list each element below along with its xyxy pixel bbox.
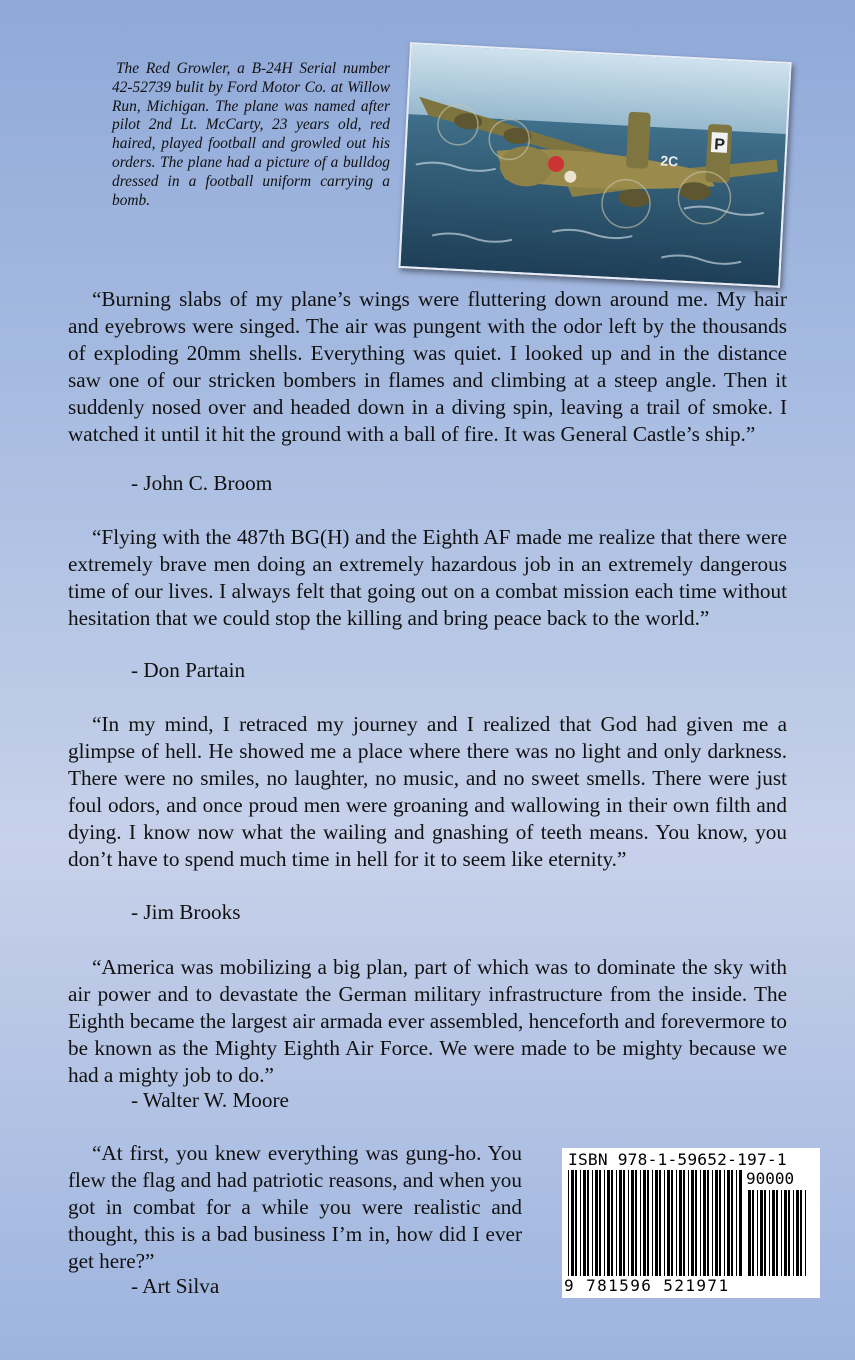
quote-text: “America was mobilizing a big plan, part of which was to dominate the sky with air power and to devastate the German military infrastructure from the inside. The Eighth became the largest air armada ever assembled, henceforth and forevermore to be known as the Mighty Eighth Air Force. We were made to be mighty because we had a mighty job to do.”: [68, 955, 787, 1087]
barcode-bar: [800, 1190, 802, 1276]
barcode-bar: [724, 1170, 725, 1276]
barcode-bar: [676, 1170, 677, 1276]
b24-bomber-painting-icon: [400, 44, 789, 285]
barcode-bar: [691, 1170, 694, 1276]
barcode-bar: [703, 1170, 706, 1276]
barcode-bar: [583, 1170, 586, 1276]
barcode-bar: [631, 1170, 634, 1276]
barcode-bar: [772, 1190, 775, 1276]
quote-moore: [68, 954, 787, 1089]
barcode-bar: [635, 1170, 637, 1276]
quote-author: - Jim Brooks: [131, 900, 241, 924]
quote-brooks: [68, 711, 787, 873]
barcode-bar: [769, 1190, 770, 1276]
barcode-bar: [700, 1170, 701, 1276]
bomber-photo: [398, 42, 791, 288]
price-barcode-bars: [748, 1190, 810, 1276]
barcode-bar: [655, 1170, 658, 1276]
barcode-bar: [757, 1190, 758, 1276]
barcode-bar: [793, 1190, 794, 1276]
barcode-bar: [611, 1170, 613, 1276]
barcode-bar: [587, 1170, 589, 1276]
barcode-bar: [679, 1170, 682, 1276]
quote-author: - Art Silva: [131, 1274, 220, 1298]
quote-text: “Burning slabs of my plane’s wings were fluttering down around me. My hair and eyebrows were singed. The air was pungent with the odor left by the thousands of exploding 20mm shells. Everything was quiet. I looked up and in the distance saw one of our stricken bombers in flames and climbing at a steep angle. Then it suddenly nosed over and headed down in a diving spin, leaving a trail of smoke. I watched it until it hit the ground with a ball of fire. It was General Castle’s ship.”: [68, 287, 787, 446]
barcode-bar: [781, 1190, 782, 1276]
barcode-bar: [805, 1190, 806, 1276]
barcode-bar: [664, 1170, 665, 1276]
barcode-bar: [788, 1190, 790, 1276]
barcode-bar: [712, 1170, 713, 1276]
barcode-bar: [796, 1190, 799, 1276]
barcode-bar: [667, 1170, 670, 1276]
barcode-bar: [731, 1170, 733, 1276]
caption-text: The Red Growler, a B-24H Serial number 42-52739 bulit by Ford Motor Co. at Willow Run, Michigan. The plane was named after pilot 2nd Lt. McCarty, 23 years old, red haired, played football and growled out his orders. The plane had a picture of a bulldog dressed in a football uniform carrying a bomb.: [112, 60, 390, 209]
quote-author: - Walter W. Moore: [131, 1088, 289, 1112]
barcode-bar: [715, 1170, 718, 1276]
quote-text: “At first, you knew everything was gung-ho. You flew the flag and had patriotic reasons, and when you got in combat for a while you were realistic and thought, this is a bad business I’m in, how did I ever get here?”: [68, 1141, 522, 1273]
barcode-bar: [695, 1170, 697, 1276]
barcode-bar: [619, 1170, 622, 1276]
barcode-bar: [568, 1170, 569, 1276]
price-code: 90000: [746, 1169, 795, 1188]
quote-author: - Don Partain: [131, 658, 246, 682]
barcode-bar: [683, 1170, 685, 1276]
barcode-bar: [719, 1170, 721, 1276]
barcode-bar: [784, 1190, 787, 1276]
photo-caption: [112, 60, 390, 210]
quote-text: “Flying with the 487th BG(H) and the Eighth AF made me realize that there were extremely brave men doing an extremely hazardous job in an extremely dangerous time of our lives. I always felt that going out on a combat mission each time without hesitation that we could stop the killing and bring peace back to the world.”: [68, 525, 787, 630]
fuselage-code: 2C: [659, 152, 679, 170]
barcode-bar: [688, 1170, 689, 1276]
barcode-bar: [671, 1170, 673, 1276]
barcode-bar: [592, 1170, 593, 1276]
barcode-bar: [739, 1170, 742, 1276]
barcode-bar: [643, 1170, 646, 1276]
ean-digits: 9 781596 521971: [564, 1276, 730, 1295]
barcode-bar: [752, 1190, 754, 1276]
quote-broom: [68, 286, 787, 448]
isbn-label: ISBN 978-1-59652-197-1: [568, 1150, 787, 1169]
barcode-bar: [599, 1170, 601, 1276]
barcode-bar: [640, 1170, 641, 1276]
barcode-bar: [623, 1170, 625, 1276]
barcode-bar: [748, 1190, 751, 1276]
barcode-bar: [604, 1170, 605, 1276]
tail-letter: P: [713, 136, 726, 154]
barcode-bar: [764, 1190, 766, 1276]
barcode-bar: [628, 1170, 629, 1276]
barcode-bar: [707, 1170, 709, 1276]
barcode-bar: [647, 1170, 649, 1276]
quote-silva: [68, 1140, 522, 1275]
barcode-bar: [652, 1170, 653, 1276]
barcode-bar: [595, 1170, 598, 1276]
barcode-bars: [568, 1170, 744, 1276]
barcode-bar: [571, 1170, 574, 1276]
quote-text: “In my mind, I retraced my journey and I realized that God had given me a glimpse of hell. He showed me a place where there was no light and only darkness. There were no smiles, no laughter, no music, and no sweet smells. There were just foul odors, and once proud men were groaning and wallowing in their own filth and dying. I know now what the wailing and gnashing of teeth means. You know, you don’t have to spend much time in hell for it to seem like eternity.”: [68, 712, 787, 871]
barcode-bar: [607, 1170, 610, 1276]
barcode-bar: [736, 1170, 737, 1276]
barcode-bar: [575, 1170, 577, 1276]
quote-author: - John C. Broom: [131, 471, 273, 495]
isbn-barcode: [562, 1148, 820, 1298]
barcode-bar: [776, 1190, 778, 1276]
quote-partain: [68, 524, 787, 632]
barcode-bar: [616, 1170, 617, 1276]
barcode-bar: [580, 1170, 581, 1276]
barcode-bar: [727, 1170, 730, 1276]
barcode-bar: [760, 1190, 763, 1276]
barcode-bar: [659, 1170, 661, 1276]
